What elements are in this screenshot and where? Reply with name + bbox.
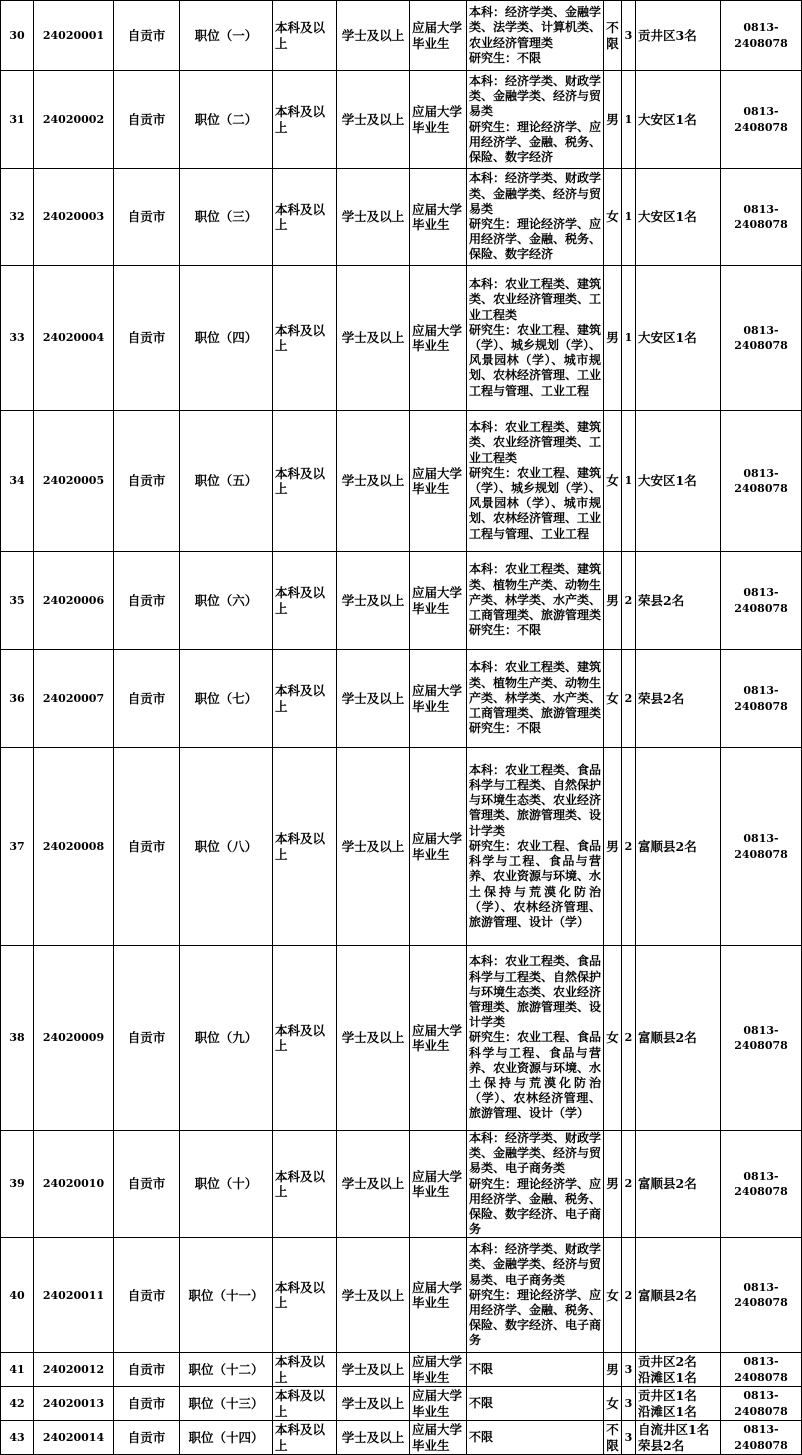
major-line: 本科：经济学类、财政学类、金融学类、经济与贸易类、电子商务类 (469, 1242, 602, 1287)
contact-phone: 0813-2408078 (721, 1, 802, 71)
position-code: 24020007 (34, 650, 114, 748)
recruit-count: 3 (622, 1421, 636, 1455)
major-line: 本科：经济学类、财政学类、金融学类、经济与贸易类、电子商务类 (469, 1131, 602, 1176)
gender-requirement: 不限 (604, 1, 622, 71)
table-row (1, 1387, 802, 1421)
city: 自贡市 (114, 1353, 180, 1387)
degree-requirement: 学士及以上 (337, 71, 410, 169)
major-requirement (467, 169, 604, 266)
city: 自贡市 (114, 1, 180, 71)
candidate-source: 应届大学毕业生 (410, 1387, 467, 1421)
recruit-count: 1 (622, 266, 636, 411)
candidate-source: 应届大学毕业生 (410, 1238, 467, 1353)
table-row (1, 748, 802, 946)
city: 自贡市 (114, 650, 180, 748)
row-number: 43 (1, 1421, 34, 1455)
contact-phone: 0813-2408078 (721, 169, 802, 266)
candidate-source: 应届大学毕业生 (410, 266, 467, 411)
education-requirement: 本科及以上 (273, 1387, 337, 1421)
degree-requirement: 学士及以上 (337, 411, 410, 552)
major-line: 研究生：理论经济学、应用经济学、金融、税务、保险、数字经济、电子商务 (469, 1176, 602, 1237)
gender-requirement: 男 (604, 748, 622, 946)
assignment-area: 贡井区2名 沿滩区1名 (636, 1353, 721, 1387)
degree-requirement: 学士及以上 (337, 169, 410, 266)
major-line: 本科：经济学类、财政学类、金融学类、经济与贸易类 (469, 73, 602, 119)
education-requirement: 本科及以上 (273, 1131, 337, 1238)
contact-phone: 0813-2408078 (721, 411, 802, 552)
major-line: 研究生：理论经济学、应用经济学、金融、税务、保险、数字经济 (469, 119, 602, 164)
row-number: 30 (1, 1, 34, 71)
gender-requirement: 女 (604, 650, 622, 748)
major-requirement (467, 748, 604, 946)
position-code: 24020006 (34, 552, 114, 650)
contact-phone: 0813-2408078 (721, 1353, 802, 1387)
education-requirement: 本科及以上 (273, 552, 337, 650)
major-line: 本科：农业工程类、建筑类、农业经济管理类、工业工程类 (469, 420, 602, 465)
table-row (1, 1353, 802, 1387)
assignment-area: 富顺县2名 (636, 748, 721, 946)
contact-phone: 0813-2408078 (721, 946, 802, 1131)
major-line: 研究生：理论经济学、应用经济学、金融、税务、保险、数字经济、电子商务 (469, 1287, 602, 1348)
major-line: 研究生：农业工程、食品科学与工程、食品与营养、农业资源与环境、水土保持与荒漠化防治（学）、农林经济管理、旅游管理、设计（学） (469, 838, 602, 929)
row-number: 42 (1, 1387, 34, 1421)
recruit-count: 1 (622, 169, 636, 266)
position-name: 职位（七） (180, 650, 273, 748)
position-code: 24020011 (34, 1238, 114, 1353)
candidate-source: 应届大学毕业生 (410, 411, 467, 552)
major-line: 本科：农业工程类、食品科学与工程类、自然保护与环境生态类、农业经济管理类、旅游管理类、设计学类 (469, 954, 602, 1030)
table-row (1, 946, 802, 1131)
major-requirement (467, 1, 604, 71)
table-row (1, 1, 802, 71)
major-requirement (467, 71, 604, 169)
contact-phone: 0813-2408078 (721, 1387, 802, 1421)
major-requirement (467, 1131, 604, 1238)
degree-requirement: 学士及以上 (337, 748, 410, 946)
position-code: 24020001 (34, 1, 114, 71)
position-code: 24020005 (34, 411, 114, 552)
major-requirement (467, 1238, 604, 1353)
major-line: 研究生：不限 (469, 721, 542, 736)
city: 自贡市 (114, 1421, 180, 1455)
row-number: 35 (1, 552, 34, 650)
city: 自贡市 (114, 748, 180, 946)
degree-requirement: 学士及以上 (337, 1353, 410, 1387)
candidate-source: 应届大学毕业生 (410, 748, 467, 946)
major-line: 不限 (469, 1430, 494, 1445)
major-line: 研究生：农业工程、食品科学与工程、食品与营养、农业资源与环境、水土保持与荒漠化防治（学）、农林经济管理、旅游管理、设计（学） (469, 1030, 602, 1121)
gender-requirement: 男 (604, 1131, 622, 1238)
candidate-source: 应届大学毕业生 (410, 1421, 467, 1455)
assignment-area: 荣县2名 (636, 552, 721, 650)
table-row (1, 650, 802, 748)
position-name: 职位（十） (180, 1131, 273, 1238)
city: 自贡市 (114, 1238, 180, 1353)
city: 自贡市 (114, 1387, 180, 1421)
gender-requirement: 女 (604, 1238, 622, 1353)
city: 自贡市 (114, 411, 180, 552)
degree-requirement: 学士及以上 (337, 1387, 410, 1421)
table-row (1, 266, 802, 411)
recruit-count: 2 (622, 650, 636, 748)
degree-requirement: 学士及以上 (337, 552, 410, 650)
major-line: 研究生：农业工程、建筑（学）、城乡规划（学）、风景园林（学）、城市规划、农林经济管理、工业工程与管理、工业工程 (469, 465, 602, 541)
candidate-source: 应届大学毕业生 (410, 1, 467, 71)
position-code: 24020004 (34, 266, 114, 411)
position-name: 职位（四） (180, 266, 273, 411)
recruit-count: 1 (622, 411, 636, 552)
contact-phone: 0813-2408078 (721, 650, 802, 748)
row-number: 34 (1, 411, 34, 552)
position-name: 职位（八） (180, 748, 273, 946)
position-code: 24020014 (34, 1421, 114, 1455)
candidate-source: 应届大学毕业生 (410, 650, 467, 748)
assignment-area: 大安区1名 (636, 266, 721, 411)
assignment-area: 荣县2名 (636, 650, 721, 748)
city: 自贡市 (114, 266, 180, 411)
table-row (1, 169, 802, 266)
major-requirement (467, 1387, 604, 1421)
table-row (1, 71, 802, 169)
row-number: 41 (1, 1353, 34, 1387)
major-line: 本科：经济学类、财政学类、金融学类、经济与贸易类 (469, 171, 602, 216)
row-number: 40 (1, 1238, 34, 1353)
gender-requirement: 女 (604, 169, 622, 266)
major-line: 研究生：不限 (469, 623, 542, 638)
recruit-count: 2 (622, 1131, 636, 1238)
city: 自贡市 (114, 946, 180, 1131)
education-requirement: 本科及以上 (273, 411, 337, 552)
major-requirement (467, 266, 604, 411)
education-requirement: 本科及以上 (273, 1238, 337, 1353)
major-line: 本科：农业工程类、建筑类、植物生产类、动物生产类、林学类、水产类、工商管理类、旅游管理类 (469, 562, 602, 623)
recruit-count: 3 (622, 1353, 636, 1387)
table-row (1, 1421, 802, 1455)
contact-phone: 0813-2408078 (721, 266, 802, 411)
gender-requirement: 女 (604, 946, 622, 1131)
row-number: 39 (1, 1131, 34, 1238)
candidate-source: 应届大学毕业生 (410, 1353, 467, 1387)
candidate-source: 应届大学毕业生 (410, 946, 467, 1131)
contact-phone: 0813-2408078 (721, 1421, 802, 1455)
major-requirement (467, 946, 604, 1131)
recruit-count: 2 (622, 748, 636, 946)
city: 自贡市 (114, 1131, 180, 1238)
row-number: 32 (1, 169, 34, 266)
position-code: 24020009 (34, 946, 114, 1131)
position-code: 24020012 (34, 1353, 114, 1387)
degree-requirement: 学士及以上 (337, 266, 410, 411)
row-number: 37 (1, 748, 34, 946)
candidate-source: 应届大学毕业生 (410, 552, 467, 650)
gender-requirement: 女 (604, 411, 622, 552)
education-requirement: 本科及以上 (273, 650, 337, 748)
major-requirement (467, 1353, 604, 1387)
table-row (1, 552, 802, 650)
position-code: 24020008 (34, 748, 114, 946)
major-line: 研究生：农业工程、建筑（学）、城乡规划（学）、风景园林（学）、城市规划、农林经济管理、工业工程与管理、工业工程 (469, 322, 602, 398)
position-name: 职位（六） (180, 552, 273, 650)
candidate-source: 应届大学毕业生 (410, 1131, 467, 1238)
gender-requirement: 男 (604, 71, 622, 169)
major-line: 研究生：理论经济学、应用经济学、金融、税务、保险、数字经济 (469, 217, 602, 262)
degree-requirement: 学士及以上 (337, 1131, 410, 1238)
major-line: 本科：农业工程类、食品科学与工程类、自然保护与环境生态类、农业经济管理类、旅游管理类、设计学类 (469, 762, 602, 838)
position-name: 职位（十四） (180, 1421, 273, 1455)
gender-requirement: 男 (604, 1353, 622, 1387)
position-name: 职位（十二） (180, 1353, 273, 1387)
education-requirement: 本科及以上 (273, 946, 337, 1131)
degree-requirement: 学士及以上 (337, 650, 410, 748)
position-name: 职位（二） (180, 71, 273, 169)
row-number: 36 (1, 650, 34, 748)
recruit-count: 2 (622, 552, 636, 650)
row-number: 38 (1, 946, 34, 1131)
assignment-area: 大安区1名 (636, 411, 721, 552)
position-code: 24020013 (34, 1387, 114, 1421)
degree-requirement: 学士及以上 (337, 946, 410, 1131)
contact-phone: 0813-2408078 (721, 552, 802, 650)
major-line: 研究生：不限 (469, 50, 542, 65)
assignment-area: 富顺县2名 (636, 1131, 721, 1238)
recruit-count: 2 (622, 946, 636, 1131)
position-name: 职位（一） (180, 1, 273, 71)
position-name: 职位（九） (180, 946, 273, 1131)
recruit-count: 3 (622, 1, 636, 71)
assignment-area: 自流井区1名 荣县2名 (636, 1421, 721, 1455)
education-requirement: 本科及以上 (273, 1, 337, 71)
table-row (1, 411, 802, 552)
position-name: 职位（五） (180, 411, 273, 552)
contact-phone: 0813-2408078 (721, 1238, 802, 1353)
major-line: 本科：农业工程类、建筑类、农业经济管理类、工业工程类 (469, 277, 602, 322)
contact-phone: 0813-2408078 (721, 748, 802, 946)
assignment-area: 富顺县2名 (636, 946, 721, 1131)
assignment-area: 富顺县2名 (636, 1238, 721, 1353)
position-code: 24020002 (34, 71, 114, 169)
city: 自贡市 (114, 169, 180, 266)
assignment-area: 贡井区1名 沿滩区1名 (636, 1387, 721, 1421)
gender-requirement: 男 (604, 266, 622, 411)
city: 自贡市 (114, 71, 180, 169)
assignment-area: 大安区1名 (636, 71, 721, 169)
education-requirement: 本科及以上 (273, 169, 337, 266)
position-name: 职位（三） (180, 169, 273, 266)
row-number: 33 (1, 266, 34, 411)
candidate-source: 应届大学毕业生 (410, 169, 467, 266)
education-requirement: 本科及以上 (273, 266, 337, 411)
degree-requirement: 学士及以上 (337, 1, 410, 71)
degree-requirement: 学士及以上 (337, 1421, 410, 1455)
row-number: 31 (1, 71, 34, 169)
education-requirement: 本科及以上 (273, 71, 337, 169)
position-name: 职位（十一） (180, 1238, 273, 1353)
recruit-count: 2 (622, 1238, 636, 1353)
education-requirement: 本科及以上 (273, 1353, 337, 1387)
major-requirement (467, 650, 604, 748)
assignment-area: 大安区1名 (636, 169, 721, 266)
position-code: 24020010 (34, 1131, 114, 1238)
major-line: 本科：农业工程类、建筑类、植物生产类、动物生产类、林学类、水产类、工商管理类、旅游管理类 (469, 660, 602, 721)
major-requirement (467, 411, 604, 552)
education-requirement: 本科及以上 (273, 1421, 337, 1455)
contact-phone: 0813-2408078 (721, 71, 802, 169)
recruit-count: 3 (622, 1387, 636, 1421)
education-requirement: 本科及以上 (273, 748, 337, 946)
degree-requirement: 学士及以上 (337, 1238, 410, 1353)
recruit-count: 1 (622, 71, 636, 169)
major-line: 本科：经济学类、金融学类、法学类、计算机类、农业经济管理类 (469, 5, 602, 50)
major-requirement (467, 1421, 604, 1455)
city: 自贡市 (114, 552, 180, 650)
gender-requirement: 女 (604, 1387, 622, 1421)
gender-requirement: 不限 (604, 1421, 622, 1455)
gender-requirement: 男 (604, 552, 622, 650)
position-code: 24020003 (34, 169, 114, 266)
candidate-source: 应届大学毕业生 (410, 71, 467, 169)
major-requirement (467, 552, 604, 650)
table-row (1, 1131, 802, 1238)
major-line: 不限 (469, 1362, 494, 1377)
position-name: 职位（十三） (180, 1387, 273, 1421)
assignment-area: 贡井区3名 (636, 1, 721, 71)
major-line: 不限 (469, 1396, 494, 1411)
contact-phone: 0813-2408078 (721, 1131, 802, 1238)
table-row (1, 1238, 802, 1353)
